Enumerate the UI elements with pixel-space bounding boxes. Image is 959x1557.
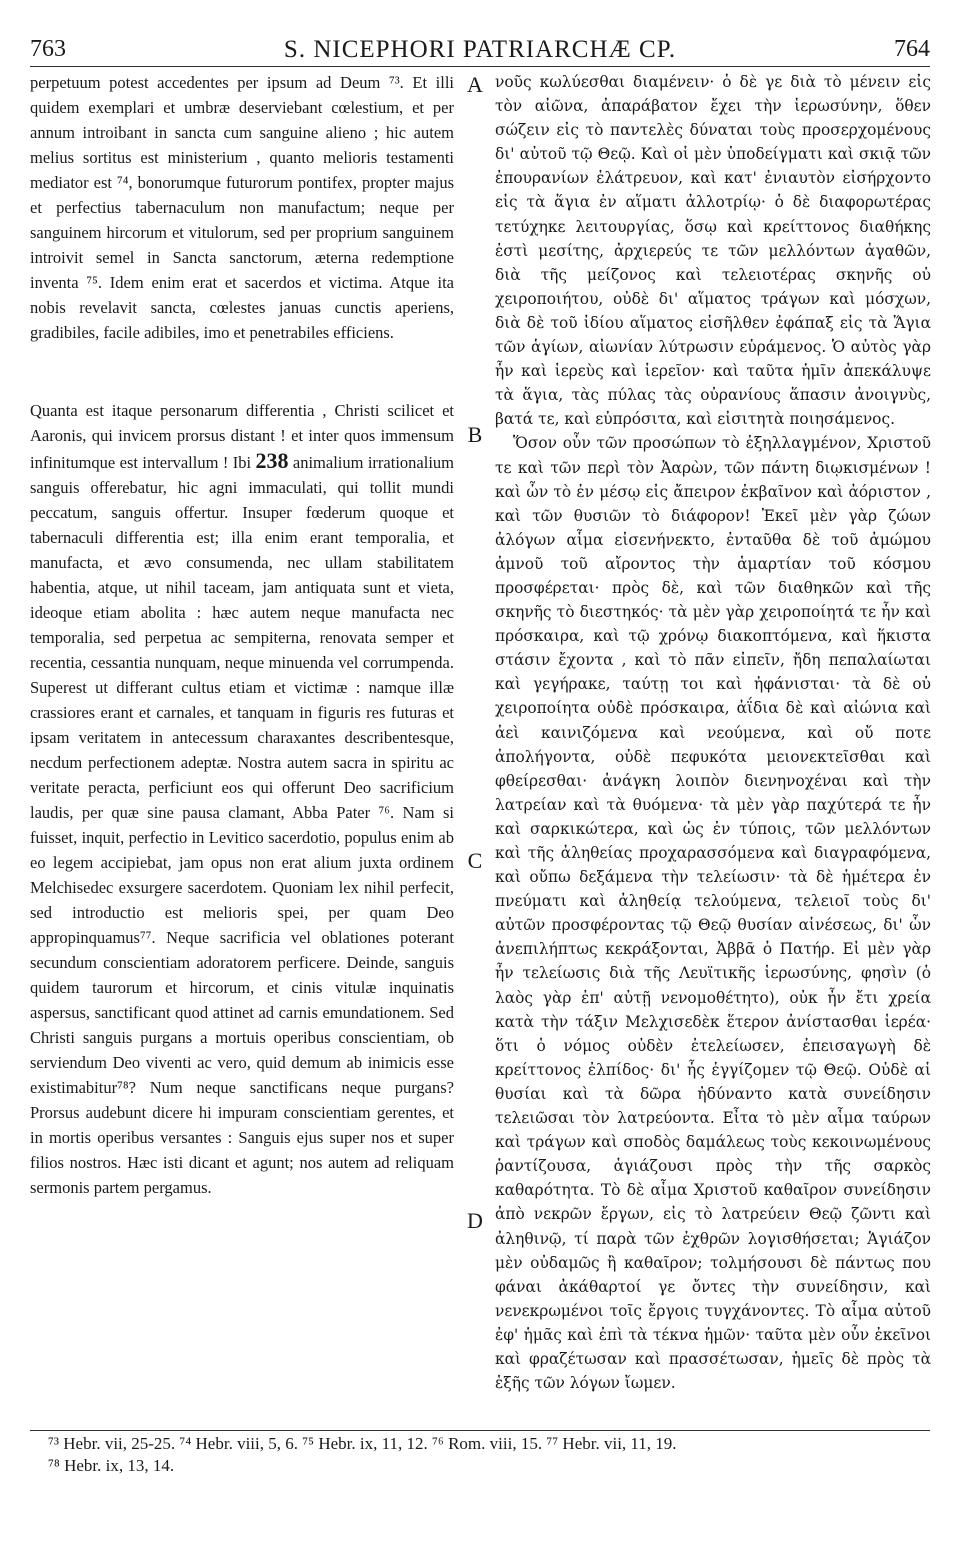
running-title: S. NICEPHORI PATRIARCHÆ CP. xyxy=(283,36,677,63)
latin-paragraph-1: perpetuum potest accedentes per ipsum ad Deum ⁷³. Et illi quidem exemplari et umbræ deserviebant cœlestium, et per annum introibant in sancta cum sanguine alieno ; hic autem melius sortitus est ministerium , quanto melioris testamenti mediator est ⁷⁴, bonorumque futurorum pontifex, propter majus et perfectius tabernaculum non manufactum; neque per sanguinem hircorum et vitulorum, sed per proprium sanguinem introivit semel in Sancta sanctorum, æterna redemptione inventa ⁷⁵. Idem enim erat et sacerdos et victima. Atque ita nobis revelavit sancta, cœlestes januas cunctis aperiens, gradibiles, facile adibiles, imo et penetrabiles efficiens. xyxy=(30,73,454,342)
footnote-rule xyxy=(30,1430,930,1431)
header-rule xyxy=(30,66,930,67)
footnotes-line-1: ⁷³ Hebr. vii, 25-25. ⁷⁴ Hebr. viii, 5, 6. ⁷⁵ Hebr. ix, 11, 12. ⁷⁶ Rom. viii, 15. ⁷⁷ Hebr. vii, 11, 19. xyxy=(48,1434,677,1453)
margin-letter-c: C xyxy=(467,848,483,873)
margin-letter-b: B xyxy=(467,422,483,447)
column-marker-number: 238 xyxy=(255,448,289,473)
page-header xyxy=(30,28,930,64)
margin-letter-d: D xyxy=(467,1208,483,1233)
greek-paragraph-2: Ὅσον οὖν τῶν προσώπων τὸ ἐξηλλαγμένον, Χριστοῦ τε καὶ τῶν περὶ τὸν Ἀαρὼν, τῶν πάντη διῳκισμένων ! καὶ ὧν τὸ ἐν μέσῳ εἰς ἄπειρον ἐκβαῖνον καὶ ἀόριστον , καὶ τῶν θυσιῶν τὸ διάφορον! Ἐκεῖ μὲν γὰρ ζώων ἀλόγων αἷμα εἰσενήνεκτο, ἐνταῦθα δὲ τοῦ ἀμώμου ἀμνοῦ τοῦ αἴροντος τὴν ἁμαρτίαν τοῦ κόσμου προσφέρεται· πρὸς δὲ, καὶ τῶν διαθηκῶν καὶ τῆς σκηνῆς τὸ διεστηκός· τὰ μὲν γὰρ χειροποίητά τε ἦν καὶ πρόσκαιρα, καὶ τῷ χρόνῳ διακοπτόμενα, καὶ ἥκιστα στάσιν ἔχοντα , καὶ τὸ πᾶν εἰπεῖν, ἤδη πεπαλαίωται καὶ γεγήρακε, ταύτῃ τοι καὶ ἠφάνισται· τὰ δὲ οὐ χειροποίητα οὐδὲ πρόσκαιρα, ἀΐδια δὲ καὶ αἰώνια καὶ ἀεὶ καινιζόμενα καὶ νεούμενα, καὶ οὔ ποτε ἀπολήγοντα, οὐδὲ πεφυκότα μειονεκτεῖσθαι καὶ φθείρεσθαι· ἀνάγκη λοιπὸν διενηνοχέναι καὶ τὴν λατρείαν καὶ τὰ θυόμενα· τὰ μὲν γὰρ παχύτερά τε ἦν καὶ σαρκικώτερα, καὶ ὡς ἐν τύποις, τῶν μελλόντων καὶ τῆς ἀληθείας προχαρασσόμενα καὶ διαγραφόμενα, καὶ οὔπω δεξάμενα τὴν τελείωσιν· τὰ δὲ ἡμέτερα ἐν πνεύματι καὶ ἀληθείᾳ τελούμενα, τελειοῖ τοὺς δι' αὐτῶν προσφέροντας τῷ Θεῷ θυσίαν αἰνέσεως, δι' ὧν ἀνεπιλήπτως κεκράξονται, Ἀββᾶ ὁ Πατήρ. Εἰ μὲν γὰρ ἦν τελείωσις διὰ τῆς Λευϊτικῆς ἱερωσύνης, φησὶν (ὁ λαὸς γὰρ ἐπ' αὐτῇ νενομοθέτητο), οὐκ ἦν ἔτι χρεία κατὰ τὴν τάξιν Μελχισεδὲκ ἕτερον ἀνίστασθαι ἱερέα· ὅτι ὁ νόμος οὐδὲν ἐτελείωσεν, ἐπεισαγωγὴ δὲ κρείττονος ἐλπίδος· δι' ἧς ἐγγίζομεν τῷ Θεῷ. Οὐδὲ αἱ θυσίαι καὶ τὰ δῶρα ἠδύναντο κατὰ συνείδησιν τελειῶσαι τὸν λατρεύοντα. Εἶτα τὸ μὲν αἷμα ταύρων καὶ τράγων καὶ σποδὸς δαμάλεως τοὺς κεκοινωμένους ῥαντίζουσα, ἁγιάζουσι πρὸς τὴν τῆς σαρκὸς καθαρότητα. Τὸ δὲ αἷμα Χριστοῦ καθαῖρον συνείδησιν ἀπὸ νεκρῶν ἔργων, εἰς τὸ λατρεύειν Θεῷ ζῶντι καὶ ἀληθινῷ, τί παρὰ τῶν ἐχθρῶν λογισθήσεται; Ἁγιάζον μὲν οὐδαμῶς ἢ καθαῖρον; τολμήσουσι δὲ πάντως που φάναι ἀκάθαρτοί γε ὄντες τὴν συνείδησιν, καὶ νενεκρωμένοι τοῖς ἔργοις τυγχάνοντες. Τὸ αἷμα αὐτοῦ ἐφ' ἡμᾶς καὶ ἐπὶ τὰ τέκνα ἡμῶν· ταῦτα μὲν οὖν ἐκεῖνοι καὶ φραζέτωσαν καὶ πρασσέτωσαν, ἡμεῖς δὲ πρὸς τὰ ἑξῆς τῶν λόγων ἴωμεν. xyxy=(495,434,931,1393)
latin-paragraph-2-start: Quanta est itaque personarum differentia , Christi scilicet et Aaronis, qui invicem prorsus distant ! et inter quos immensum infinitumque est intervallum ! Ibi xyxy=(30,401,454,472)
right-column-number: 764 xyxy=(894,36,930,62)
left-column-number: 763 xyxy=(30,36,66,62)
footnotes-line-2: ⁷⁸ Hebr. ix, 13, 14. xyxy=(48,1456,175,1475)
latin-column xyxy=(30,70,454,1200)
latin-paragraph-2 xyxy=(30,398,454,1200)
margin-letter-a: A xyxy=(467,72,483,97)
greek-paragraph-1: νοῦς κωλύεσθαι διαμένειν· ὁ δὲ γε διὰ τὸ μένειν εἰς τὸν αἰῶνα, ἀπαράβατον ἔχει τὴν ἱερωσύνην, ὅθεν σώζειν εἰς τὸ παντελὲς δύναται τοὺς προσερχομένους δι' αὐτοῦ τῷ Θεῷ. Καὶ οἱ μὲν ὑποδείγματι καὶ σκιᾷ τῶν ἐπουρανίων ἐλάτρευον, καὶ κατ' ἐνιαυτὸν εἰσήρχοντο εἰς τὰ ἅγια ἐν αἵματι ἀλλοτρίῳ· ὁ δὲ διαφορωτέρας τετύχηκε λειτουργίας, ὅσῳ καὶ κρείττονος διαθήκης ἐστὶ μεσίτης, ἀρχιερεύς τε τῶν μελλόντων ἀγαθῶν, διὰ τῆς μείζονος καὶ τελειοτέρας σκηνῆς οὐ χειροποιήτου, οὐδὲ δι' αἵματος τράγων καὶ μόσχων, διὰ δὲ τοῦ ἰδίου αἵματος εἰσῆλθεν ἐφάπαξ εἰς τὰ Ἅγια τῶν ἁγίων, αἰωνίαν λύτρωσιν εὑράμενος. Ὁ αὐτὸς γὰρ ἦν καὶ ἱερεὺς καὶ ἱερεῖον· καὶ ταῦτα ἡμῖν ἀπεκάλυψε τὰ ἅγια, τὰς πύλας τὰς οὐρανίους ἅπασιν ἀνοιγνὺς, βατά τε, καὶ εὐπρόσιτα, καὶ εἰσιτητὰ ποιησάμενος. xyxy=(495,73,931,429)
greek-column xyxy=(495,70,931,1395)
latin-paragraph-2-rest: animalium irrationalium sanguis offerebatur, hic agni immaculati, qui tollit mundi peccatum, sanguis offertur. Insuper fœderum quoque et tabernaculi differentia est; illa enim erant temporalia, et manufacta, et ævo consumenda, nec ullam stabilitatem habentia, atque, ut nihil taceam, jam antiquata sunt et vieta, ideoque etiam abolita : hæc autem neque manufacta nec temporalia, sed perpetua ac sempiterna, renovata semper et recentia, cessantia nunquam, neque minuenda vel corrumpenda. Superest ut differant cultus etiam et victimæ : namque illæ crassiores erant et carnales, et tanquam in figuris res futuras et ipsam veritatem in antecessum charaxantes describentesque, necdum perfectionem adeptæ. Nostra autem sacra in spiritu ac veritate peracta, perficiunt eos qui offerunt Deo sacrificium laudis, per quæ sine pausa clamant, Abba Pater ⁷⁶. Nam si fuisset, inquit, perfectio in Levitico sacerdotio, populus enim ab eo legem accipiebat, jam opus non erat alium juxta ordinem Melchisedec exsurgere sacerdotem. Quoniam lex nihil perfecit, sed introductio est melioris spei, per quam Deo appropinquamus⁷⁷. Neque sacrificia vel oblationes poterant secundum conscientiam adoratorem perficere. Deinde, sanguis quidem taurorum et hircorum, et cinis vitulæ inquinatis aspersus, sanctificant quod attinet ad carnis emundationem. Sed Christi sanguis purgans a mortuis operibus conscientiam, ob serviendum Deo viventi ac vero, quid demum ab inimicis esse existimabitur⁷⁸? Num neque sanctificans neque purgans? Prorsus audebunt dicere hi impuram conscientiam gerentes, et in mortis operibus versantes : Sanguis ejus super nos et super filios nostros. Hæc isti dicant et agunt; nos autem ad reliquam sermonis partem pergamus. xyxy=(30,453,454,1197)
